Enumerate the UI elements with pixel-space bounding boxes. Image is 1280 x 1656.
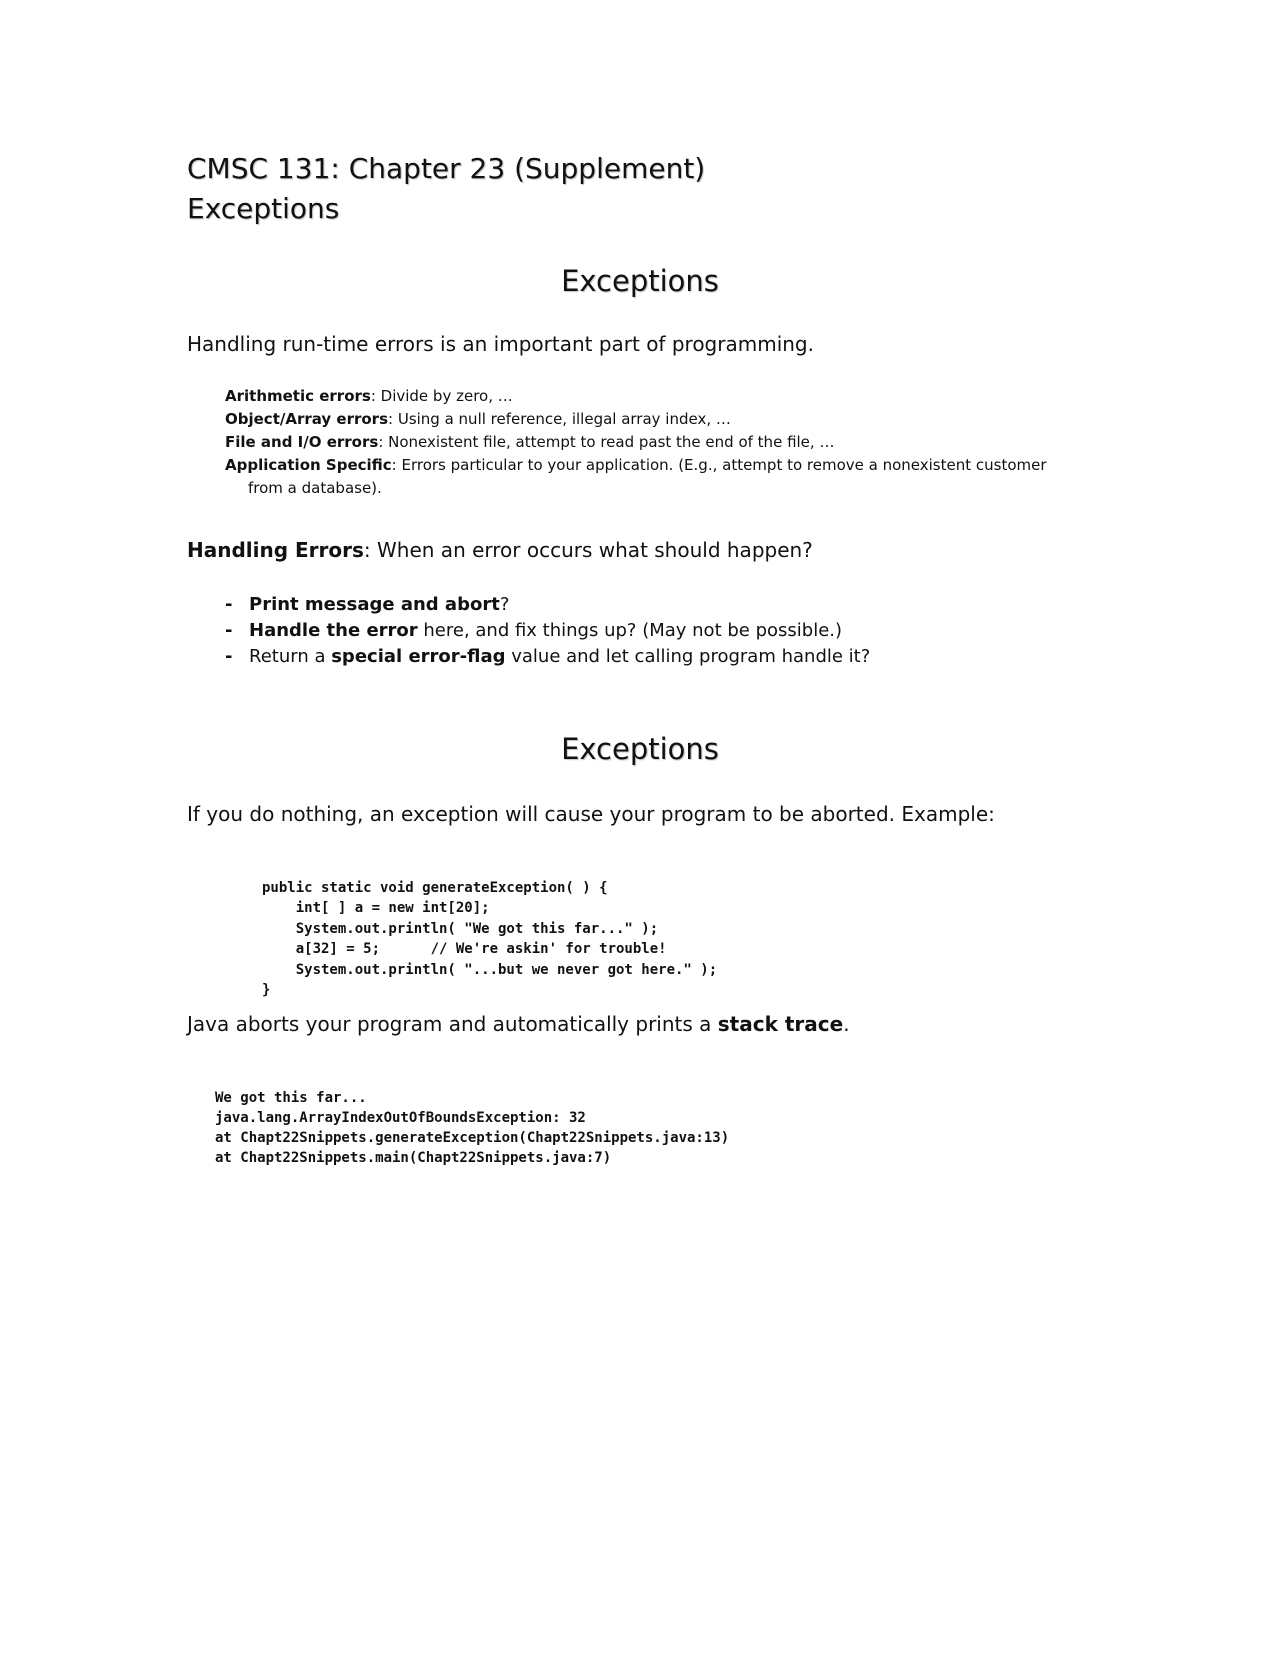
- code-line: int[ ] a = new int[20];: [262, 900, 490, 916]
- list-item-continuation: from a database).: [248, 479, 382, 497]
- error-type-desc: : Using a null reference, illegal array index, …: [388, 410, 731, 428]
- slide2-intro: If you do nothing, an exception will cause your program to be aborted. Example:: [187, 802, 995, 826]
- error-type-term: Object/Array errors: [225, 410, 389, 428]
- code-example: [262, 857, 717, 1001]
- option-text: Return a: [249, 646, 332, 667]
- slide1-title: Exceptions: [561, 264, 719, 298]
- code-line: }: [262, 982, 271, 998]
- option-text: here, and fix things up? (May not be possible.): [417, 620, 843, 641]
- stack-trace-term: stack trace: [717, 1012, 844, 1036]
- list-item: [225, 454, 1047, 477]
- slide2-title: Exceptions: [561, 732, 719, 766]
- list-item: - Return a special error-flag value and let calling program handle it?: [225, 646, 871, 667]
- handling-options-list: [225, 592, 870, 670]
- trace-line: We got this far...: [215, 1090, 367, 1106]
- code-line: a[32] = 5; // We're askin' for trouble!: [262, 941, 667, 957]
- error-type-desc: : Divide by zero, …: [370, 387, 513, 405]
- code-line: System.out.println( "...but we never got here." );: [262, 961, 718, 978]
- list-item: [225, 385, 1047, 408]
- stack-trace-intro-lead: Java aborts your program and automatically prints a: [187, 1012, 718, 1036]
- document-title: CMSC 131: Chapter 23 (Supplement): [187, 152, 706, 185]
- stack-trace-intro: [187, 1010, 850, 1038]
- error-types-list: [225, 385, 1047, 500]
- option-text: value and let calling program handle it?: [505, 646, 871, 667]
- error-type-desc: : Nonexistent file, attempt to read past the end of the file, …: [378, 433, 835, 451]
- option-text: ?: [499, 594, 510, 615]
- stack-trace-intro-tail: .: [843, 1012, 850, 1036]
- list-item: - Print message and abort?: [225, 594, 510, 615]
- trace-line: at Chapt22Snippets.generateException(Chapt22Snippets.java:13): [215, 1130, 730, 1146]
- error-type-desc: : Errors particular to your application. (E.g., attempt to remove a nonexistent customer: [391, 456, 1047, 474]
- option-bold: special error-flag: [331, 646, 506, 667]
- stack-trace-output: [215, 1068, 729, 1168]
- trace-line: at Chapt22Snippets.main(Chapt22Snippets.java:7): [215, 1150, 612, 1166]
- option-bold: Handle the error: [249, 620, 418, 641]
- trace-line: java.lang.ArrayIndexOutOfBoundsException: 32: [215, 1110, 586, 1126]
- option-bold: Print message and abort: [249, 594, 500, 615]
- error-type-term: Application Specific: [225, 456, 392, 474]
- handling-errors-question: : When an error occurs what should happen?: [363, 538, 813, 562]
- error-type-term: File and I/O errors: [225, 433, 379, 451]
- document-subtitle: Exceptions: [187, 192, 340, 225]
- handling-errors-heading: [187, 536, 813, 564]
- error-type-term: Arithmetic errors: [225, 387, 371, 405]
- code-line: public static void generateException( ) {: [262, 879, 608, 896]
- list-item: [225, 408, 1047, 431]
- slide1-intro: Handling run-time errors is an important part of programming.: [187, 332, 814, 356]
- list-item: [225, 431, 1047, 454]
- list-item: - Handle the error here, and fix things up? (May not be possible.): [225, 620, 843, 641]
- handling-errors-term: Handling Errors: [187, 538, 364, 562]
- code-line: System.out.println( "We got this far..." );: [262, 920, 659, 937]
